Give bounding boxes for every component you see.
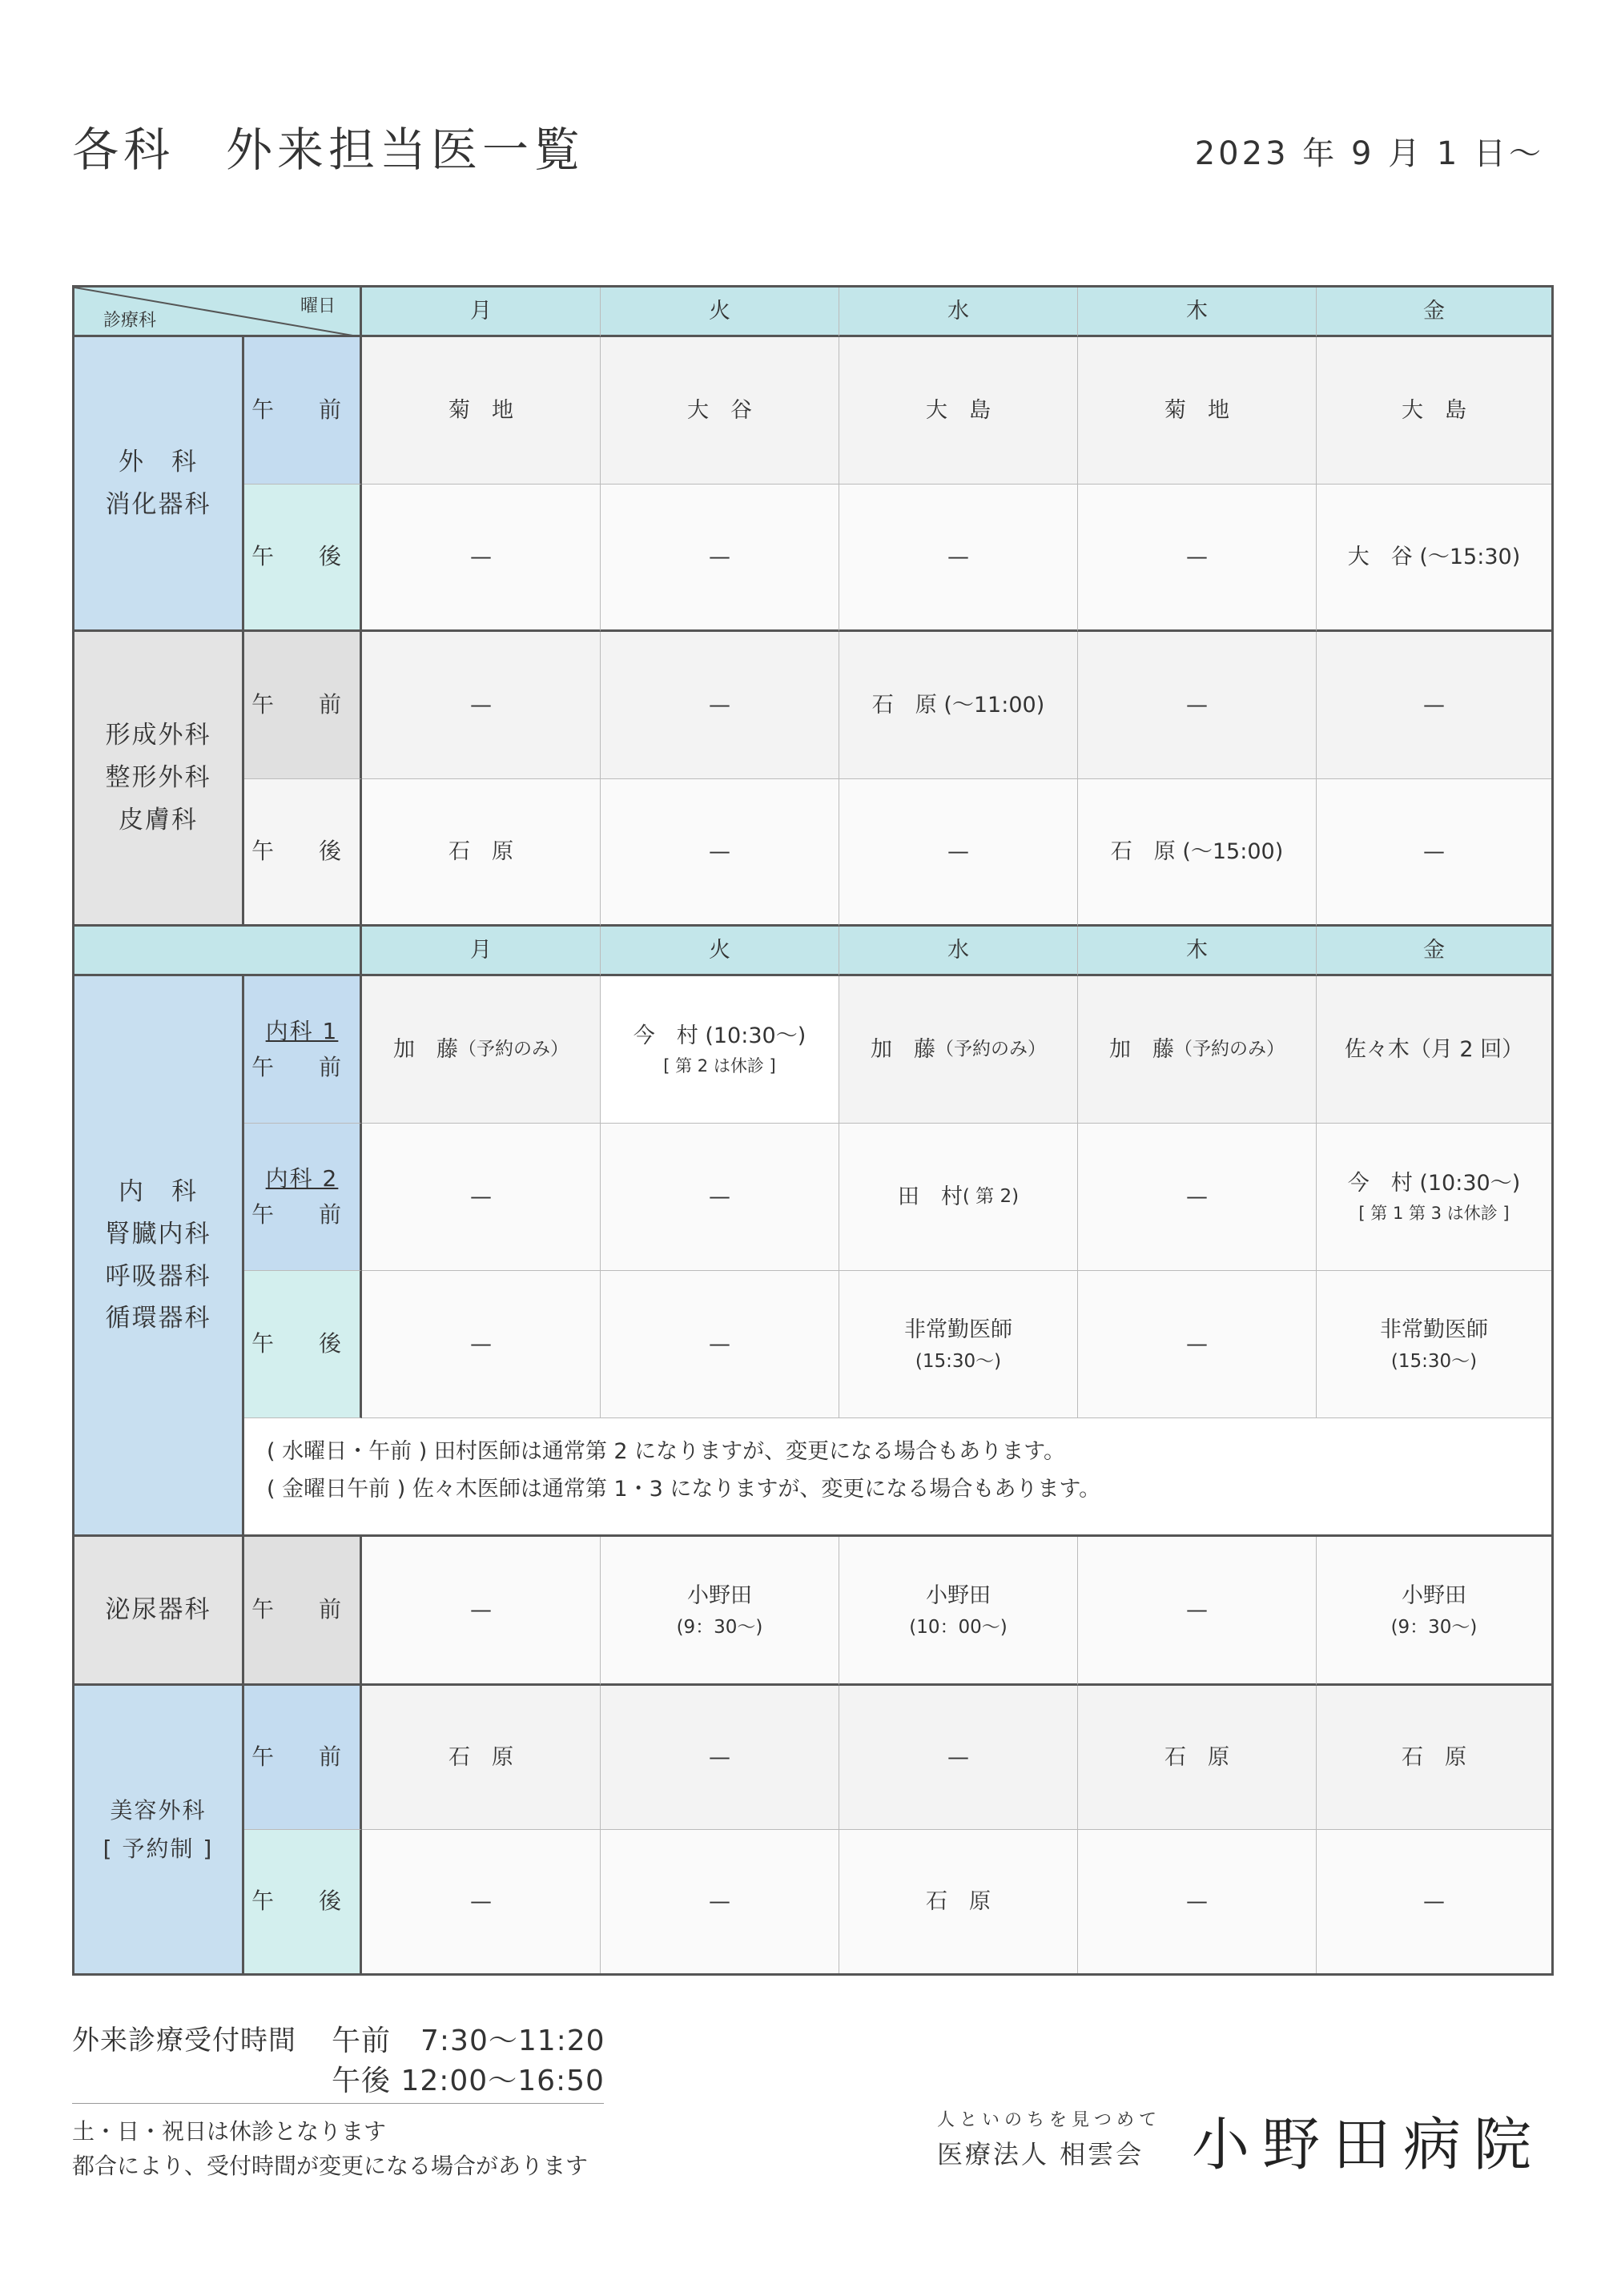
dept-urology (74, 1537, 244, 1686)
cosmetic-pm-tue: — (601, 1830, 839, 1973)
day-header-thu: 木 (1078, 288, 1317, 337)
doctor-note: （予約のみ） (458, 1039, 569, 1060)
surgery-am-label: 午 前 (244, 337, 362, 485)
internal-pm-label: 午 後 (244, 1271, 362, 1418)
surgery-pm-thu: — (1078, 485, 1317, 632)
reception-hours-am: 午前 7:30〜11:20 (332, 2025, 605, 2057)
urology-am-mon: — (362, 1537, 601, 1686)
cosmetic-pm-label: 午 後 (244, 1830, 362, 1973)
internal1-tag: 内科 1 (265, 1017, 339, 1044)
dept-internal-line1: 内 科 (119, 1177, 198, 1207)
internal-pm-wed (839, 1271, 1078, 1418)
doctor-name: 小野田 (926, 1582, 991, 1608)
day-header2-mon: 月 (362, 927, 601, 976)
internal2-am-thu: — (1078, 1124, 1317, 1271)
cosmetic-pm-mon: — (362, 1830, 601, 1973)
page-title: 各科 外来担当医一覧 (72, 123, 585, 177)
dept-internal-line2: 腎臓内科 (105, 1219, 211, 1249)
surgery-pm-fri: 大 谷 (〜15:30) (1317, 485, 1551, 632)
dept-surgery (74, 337, 244, 632)
surgery-pm-tue: — (601, 485, 839, 632)
internal2-am-fri (1317, 1124, 1551, 1271)
internal-pm-tue: — (601, 1271, 839, 1418)
internal-pm-thu: — (1078, 1271, 1317, 1418)
day-header-wed: 水 (839, 288, 1078, 337)
internal2-am-tue: — (601, 1124, 839, 1271)
corporation-name: 医療法人 相雲会 (937, 2139, 1144, 2169)
doctor-note: （予約のみ） (935, 1039, 1046, 1060)
doctor-name: 加 藤 (871, 1036, 935, 1062)
dept-cosmetic-line1: 美容外科 (110, 1796, 207, 1824)
footer-divider (72, 2103, 604, 2104)
dept-surgery-line2: 消化器科 (105, 489, 211, 519)
reception-hours-pm: 午後 12:00〜16:50 (332, 2065, 605, 2097)
cosmetic-am-mon: 石 原 (362, 1686, 601, 1830)
header-blank (74, 927, 362, 976)
day-header2-fri: 金 (1317, 927, 1551, 976)
doctor-name: 非常勤医師 (1380, 1317, 1488, 1342)
doctor-note: [ 第 2 は休診 ] (663, 1056, 776, 1076)
change-note: 都合により、受付時間が変更になる場合があります (72, 2153, 589, 2179)
internal2-am-mon: — (362, 1124, 601, 1271)
internal2-period: 午 前 (251, 1200, 352, 1228)
cosmetic-am-tue: — (601, 1686, 839, 1830)
doctor-note: (9：30〜) (1390, 1616, 1478, 1638)
reception-hours-label: 外来診療受付時間 (72, 2025, 296, 2057)
cosmetic-am-wed: — (839, 1686, 1078, 1830)
hospital-logo-text: 小野田病院 (1192, 2111, 1545, 2178)
internal1-am-label (244, 976, 362, 1124)
plastic-am-fri: — (1317, 632, 1551, 779)
internal1-am-fri (1317, 976, 1551, 1124)
plastic-am-mon: — (362, 632, 601, 779)
doctor-name: 田 村 (897, 1184, 963, 1209)
urology-am-tue (601, 1537, 839, 1686)
surgery-am-wed: 大 島 (839, 337, 1078, 485)
plastic-pm-thu: 石 原 (〜15:00) (1078, 779, 1317, 927)
cosmetic-pm-wed: 石 原 (839, 1830, 1078, 1973)
plastic-pm-mon: 石 原 (362, 779, 601, 927)
doctor-note: (10：00〜) (909, 1616, 1008, 1638)
header-corner (74, 288, 362, 337)
department-header-label: 診療科 (103, 311, 157, 331)
day-header2-thu: 木 (1078, 927, 1317, 976)
surgery-am-mon: 菊 地 (362, 337, 601, 485)
cosmetic-pm-fri: — (1317, 1830, 1551, 1973)
doctor-note: [ 第 1 第 3 は休診 ] (1358, 1204, 1510, 1224)
dept-cosmetic (74, 1686, 244, 1973)
dept-urology-line1: 泌尿器科 (105, 1595, 211, 1625)
plastic-am-label: 午 前 (244, 632, 362, 779)
doctor-note: (15:30〜) (915, 1350, 1002, 1372)
day-header-fri: 金 (1317, 288, 1551, 337)
dept-cosmetic-line2: [ 予約制 ] (103, 1835, 214, 1862)
dept-plastic-line1: 形成外科 (105, 721, 211, 750)
internal-note-2: ( 金曜日午前 ) 佐々木医師は通常第 1・3 になりますが、変更になる場合もあります。 (267, 1477, 1101, 1502)
surgery-pm-wed: — (839, 485, 1078, 632)
holiday-note: 土・日・祝日は休診となります (72, 2118, 387, 2145)
urology-am-thu: — (1078, 1537, 1317, 1686)
internal-note-1: ( 水曜日・午前 ) 田村医師は通常第 2 になりますが、変更になる場合もあります。 (267, 1439, 1065, 1464)
plastic-am-tue: — (601, 632, 839, 779)
doctor-note: (9：30〜) (676, 1616, 763, 1638)
urology-am-label: 午 前 (244, 1537, 362, 1686)
surgery-am-tue: 大 谷 (601, 337, 839, 485)
doctor-name: 小野田 (1402, 1582, 1466, 1608)
doctor-name: 佐々木（月 2 回） (1344, 1036, 1524, 1062)
weekday-header-label: 曜日 (300, 296, 336, 316)
internal2-tag: 内科 2 (265, 1164, 339, 1192)
urology-am-wed (839, 1537, 1078, 1686)
doctor-name: 非常勤医師 (904, 1317, 1012, 1342)
dept-plastic (74, 632, 244, 927)
doctor-name: 小野田 (687, 1582, 752, 1608)
internal1-am-wed (839, 976, 1078, 1124)
surgery-pm-mon: — (362, 485, 601, 632)
day-header2-wed: 水 (839, 927, 1078, 976)
internal-notes (244, 1418, 1551, 1537)
effective-date: 2023 年 9 月 1 日〜 (1194, 135, 1544, 172)
internal1-am-mon (362, 976, 601, 1124)
plastic-pm-tue: — (601, 779, 839, 927)
dept-plastic-line3: 皮膚科 (119, 805, 198, 834)
dept-internal-line4: 循環器科 (105, 1304, 211, 1333)
dept-internal (74, 976, 244, 1537)
plastic-pm-wed: — (839, 779, 1078, 927)
plastic-pm-fri: — (1317, 779, 1551, 927)
internal2-am-label (244, 1124, 362, 1271)
doctor-name: 今 村 (10:30〜) (633, 1023, 806, 1049)
hospital-tagline: 人といのちを見つめて (937, 2110, 1162, 2130)
cosmetic-am-thu: 石 原 (1078, 1686, 1317, 1830)
internal1-am-tue (601, 976, 839, 1124)
dept-internal-line3: 呼吸器科 (105, 1261, 211, 1291)
day-header2-tue: 火 (601, 927, 839, 976)
surgery-am-thu: 菊 地 (1078, 337, 1317, 485)
internal2-am-wed (839, 1124, 1078, 1271)
surgery-pm-label: 午 後 (244, 485, 362, 632)
surgery-am-fri: 大 島 (1317, 337, 1551, 485)
day-header-mon: 月 (362, 288, 601, 337)
doctor-name: 加 藤 (1109, 1036, 1174, 1062)
doctor-name: 加 藤 (393, 1036, 458, 1062)
cosmetic-pm-thu: — (1078, 1830, 1317, 1973)
doctor-name: 今 村 (10:30〜) (1347, 1171, 1521, 1196)
day-header-tue: 火 (601, 288, 839, 337)
urology-am-fri (1317, 1537, 1551, 1686)
doctor-note: (15:30〜) (1390, 1350, 1478, 1372)
dept-plastic-line2: 整形外科 (105, 763, 211, 793)
doctor-note: （予約のみ） (1174, 1039, 1285, 1060)
doctor-note: ( 第 2) (962, 1186, 1020, 1208)
dept-surgery-line1: 外 科 (119, 447, 198, 476)
schedule-table (72, 285, 1554, 1976)
plastic-am-wed: 石 原 (〜11:00) (839, 632, 1078, 779)
internal1-period: 午 前 (251, 1053, 352, 1080)
internal-pm-mon: — (362, 1271, 601, 1418)
internal1-am-thu (1078, 976, 1317, 1124)
plastic-pm-label: 午 後 (244, 779, 362, 927)
plastic-am-thu: — (1078, 632, 1317, 779)
cosmetic-am-label: 午 前 (244, 1686, 362, 1830)
internal-pm-fri (1317, 1271, 1551, 1418)
cosmetic-am-fri: 石 原 (1317, 1686, 1551, 1830)
